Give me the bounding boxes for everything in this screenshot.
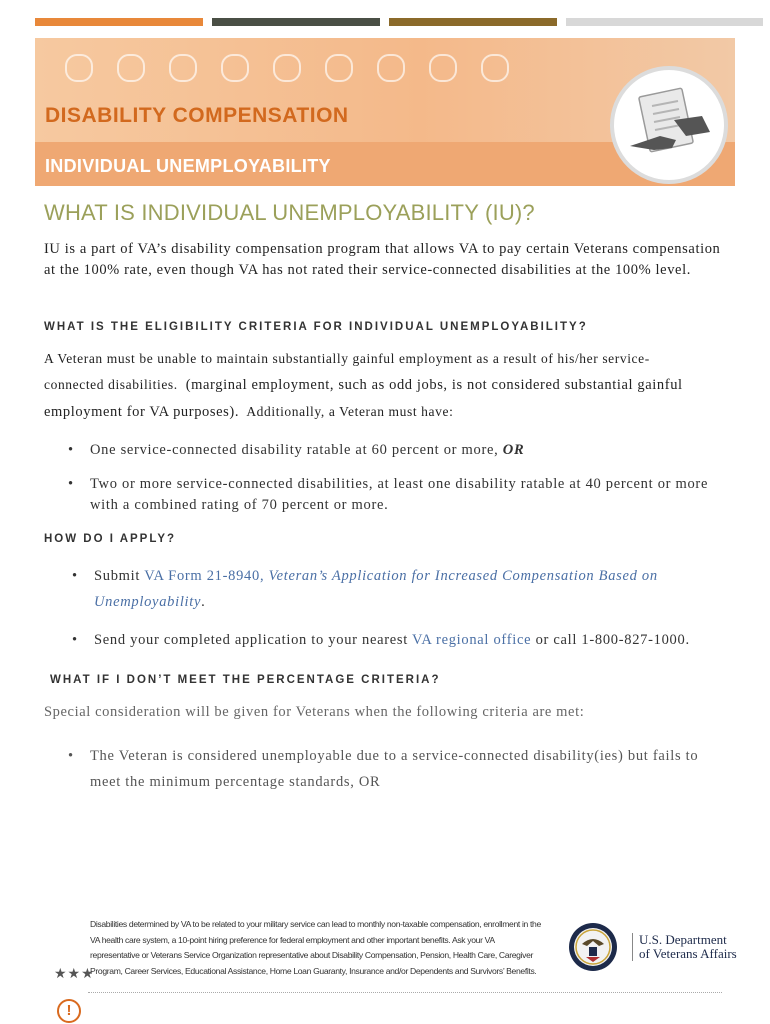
bullet-text-line-2: with a combined rating of 70 percent or more. bbox=[90, 497, 389, 513]
department-line-2: of Veterans Affairs bbox=[639, 946, 737, 961]
eligibility-heading: WHAT IS THE ELIGIBILITY CRITERIA FOR INDIVIDUAL UNEMPLOYABILITY? bbox=[44, 321, 588, 333]
va-seal-icon bbox=[568, 922, 618, 972]
alert-icon: ! bbox=[57, 999, 81, 1023]
bar-dark bbox=[212, 18, 380, 26]
bullet-prefix: Send your completed application to your nearest bbox=[94, 632, 408, 648]
eligibility-text-d: employment for VA purposes). bbox=[44, 404, 240, 420]
va-regional-office-link[interactable]: VA regional office bbox=[412, 632, 532, 648]
list-item bbox=[72, 563, 734, 615]
top-color-bars bbox=[35, 18, 763, 26]
bullet-dot: • bbox=[72, 632, 78, 648]
bar-brown bbox=[389, 18, 557, 26]
shield-icon bbox=[377, 54, 405, 82]
list-item bbox=[72, 630, 734, 651]
eligibility-text-e: Additionally, a Veteran must have: bbox=[246, 404, 454, 419]
bullet-text-line-1: Two or more service-connected disabilities, at least one disability ratable at 40 percent or more bbox=[90, 476, 709, 492]
bullet-dot: • bbox=[72, 568, 78, 584]
footer-line-3: representative or Veterans Service Organization representative about Disability Compensation, Pension, Health Care, Caregiver bbox=[90, 950, 534, 961]
eligibility-line-2 bbox=[44, 374, 734, 396]
bullet-text: One service-connected disability ratable at 60 percent or more, bbox=[90, 442, 499, 458]
flag-icon bbox=[481, 54, 509, 82]
footer-line-1: Disabilities determined by VA to be related to your military service can lead to monthly non-taxable compensation, enrollment in the bbox=[90, 919, 541, 929]
document-handoff-icon bbox=[610, 66, 728, 184]
graduation-cap-icon bbox=[273, 54, 301, 82]
bar-gray bbox=[566, 18, 763, 26]
va-department-name bbox=[632, 933, 737, 961]
footer-line-2: VA health care system, a 10-point hiring preference for federal employment and other important benefits. Ask your VA bbox=[90, 934, 495, 945]
bullet-suffix: or call 1-800-827-1000. bbox=[535, 632, 690, 648]
house-icon bbox=[325, 54, 353, 82]
eligibility-text-b: connected disabilities. bbox=[44, 377, 178, 392]
page-heading: WHAT IS INDIVIDUAL UNEMPLOYABILITY (IU)? bbox=[44, 200, 535, 225]
medical-icon bbox=[169, 54, 197, 82]
department-line-1: U.S. Department bbox=[639, 932, 727, 947]
header-banner bbox=[35, 38, 735, 186]
bullet-end: . bbox=[201, 594, 206, 610]
bar-orange bbox=[35, 18, 203, 26]
document-title: DISABILITY COMPENSATION bbox=[45, 104, 349, 127]
bullet-text-line-2: meet the minimum percentage standards, OR bbox=[90, 774, 381, 790]
handshake-icon bbox=[65, 54, 93, 82]
people-icon bbox=[429, 54, 457, 82]
bullet-dot: • bbox=[68, 748, 74, 764]
footer-line-4: Program, Career Services, Educational Assistance, Home Loan Guaranty, Insurance and/or Dependents and Survivors’ Benefits. bbox=[90, 965, 537, 976]
apply-heading: HOW DO I APPLY? bbox=[44, 533, 177, 545]
footer-disclaimer bbox=[90, 917, 560, 979]
chart-icon bbox=[117, 54, 145, 82]
eligibility-line-1: A Veteran must be unable to maintain substantially gainful employment as a result of his/her service- bbox=[44, 351, 650, 366]
eligibility-paragraph bbox=[44, 348, 734, 423]
family-icon bbox=[221, 54, 249, 82]
list-item bbox=[68, 474, 740, 516]
bullet-prefix: Submit bbox=[94, 568, 141, 584]
intro-paragraph: IU is a part of VA’s disability compensation program that allows VA to pay certain Veterans compensation at the 100% rate, even though VA has not rated their service-connected disabilities at the 100% level. bbox=[44, 241, 721, 278]
bullet-or: OR bbox=[502, 442, 525, 458]
eligibility-line-3 bbox=[44, 401, 734, 423]
criteria-heading: WHAT IF I DON’T MEET THE PERCENTAGE CRITERIA? bbox=[50, 674, 441, 686]
list-item bbox=[68, 440, 730, 461]
bullet-dot: • bbox=[68, 442, 74, 458]
criteria-intro: Special consideration will be given for Veterans when the following criteria are met: bbox=[44, 704, 585, 720]
bullet-dot: • bbox=[68, 476, 74, 492]
dotted-divider bbox=[88, 992, 722, 993]
stars-icon: ★★★ bbox=[54, 967, 95, 982]
bullet-text-line-1: The Veteran is considered unemployable due to a service-connected disability(ies) but fails to bbox=[90, 748, 699, 764]
document-subtitle: INDIVIDUAL UNEMPLOYABILITY bbox=[45, 156, 331, 176]
eligibility-text-c: (marginal employment, such as odd jobs, is not considered substantial gainful bbox=[185, 377, 683, 393]
form-21-8940-link[interactable]: VA Form 21-8940, Veteran’s Application for Increased Compensation Based on Unemployability bbox=[94, 568, 658, 610]
list-item bbox=[68, 743, 740, 795]
